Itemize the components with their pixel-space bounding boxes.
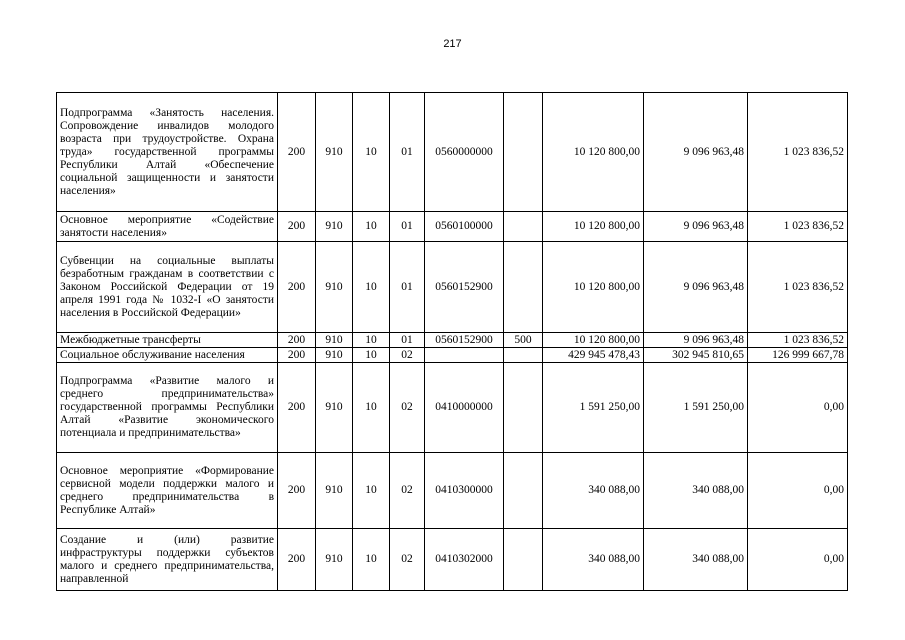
table-row: [57, 363, 848, 453]
cell-expense-type: [504, 453, 543, 529]
cell-value-2: 9 096 963,48: [644, 212, 748, 242]
cell-value-1: 340 088,00: [543, 453, 644, 529]
table-row: [57, 453, 848, 529]
cell-code-4: 01: [390, 333, 425, 348]
cell-code-1: 200: [278, 529, 316, 591]
cell-code-1: 200: [278, 212, 316, 242]
cell-code-2: 910: [316, 212, 353, 242]
table-row: [57, 212, 848, 242]
table-row: [57, 333, 848, 348]
row-name: Подпрограмма «Развитие малого и среднего предпринимательства» государственной программы Республики Алтай «Развитие экономического потенциала и предпринимательства»: [57, 363, 278, 453]
row-name: Социальное обслуживание населения: [57, 348, 278, 363]
cell-value-1: 10 120 800,00: [543, 93, 644, 212]
cell-expense-type: [504, 212, 543, 242]
table-row: [57, 348, 848, 363]
page-number: 217: [443, 38, 462, 50]
cell-code-2: 910: [316, 529, 353, 591]
cell-target-code: 0410000000: [425, 363, 504, 453]
cell-expense-type: [504, 363, 543, 453]
cell-expense-type: [504, 93, 543, 212]
cell-value-2: 340 088,00: [644, 529, 748, 591]
cell-value-3: 1 023 836,52: [748, 212, 848, 242]
row-name: Субвенции на социальные выплаты безработным гражданам в соответствии с Законом Российской Федерации от 19 апреля 1991 года № 1032-I «О занятости населения в Российской Федерации»: [57, 242, 278, 333]
cell-value-2: 1 591 250,00: [644, 363, 748, 453]
cell-target-code: [425, 348, 504, 363]
cell-code-3: 10: [353, 529, 390, 591]
cell-code-1: 200: [278, 242, 316, 333]
row-name: Подпрограмма «Занятость населения. Сопровождение инвалидов молодого возраста при трудоустройстве. Охрана труда» государственной программы Республики Алтай «Обеспечение социальной защищенности и занятости населения»: [57, 93, 278, 212]
budget-table: [56, 92, 848, 591]
cell-value-3: 1 023 836,52: [748, 333, 848, 348]
cell-value-1: 10 120 800,00: [543, 242, 644, 333]
cell-code-2: 910: [316, 93, 353, 212]
cell-code-3: 10: [353, 93, 390, 212]
row-name: Основное мероприятие «Формирование сервисной модели поддержки малого и среднего предпринимательства в Республике Алтай»: [57, 453, 278, 529]
cell-value-2: 340 088,00: [644, 453, 748, 529]
cell-value-3: 0,00: [748, 453, 848, 529]
cell-target-code: 0410302000: [425, 529, 504, 591]
cell-code-2: 910: [316, 242, 353, 333]
cell-value-2: 9 096 963,48: [644, 242, 748, 333]
cell-code-2: 910: [316, 348, 353, 363]
cell-target-code: 0560000000: [425, 93, 504, 212]
cell-code-4: 02: [390, 453, 425, 529]
cell-target-code: 0560152900: [425, 333, 504, 348]
cell-code-2: 910: [316, 333, 353, 348]
cell-value-2: 9 096 963,48: [644, 93, 748, 212]
cell-target-code: 0410300000: [425, 453, 504, 529]
cell-value-3: 1 023 836,52: [748, 242, 848, 333]
cell-code-3: 10: [353, 363, 390, 453]
cell-value-3: 0,00: [748, 529, 848, 591]
cell-code-2: 910: [316, 363, 353, 453]
cell-code-1: 200: [278, 333, 316, 348]
cell-value-2: 302 945 810,65: [644, 348, 748, 363]
cell-code-3: 10: [353, 348, 390, 363]
cell-code-1: 200: [278, 453, 316, 529]
table-row: [57, 93, 848, 212]
cell-value-2: 9 096 963,48: [644, 333, 748, 348]
cell-code-1: 200: [278, 363, 316, 453]
row-name: Создание и (или) развитие инфраструктуры поддержки субъектов малого и среднего предпринимательства, направленной: [57, 529, 278, 591]
cell-value-1: 1 591 250,00: [543, 363, 644, 453]
cell-code-4: 01: [390, 212, 425, 242]
cell-code-3: 10: [353, 333, 390, 348]
cell-value-3: 0,00: [748, 363, 848, 453]
cell-expense-type: [504, 242, 543, 333]
cell-value-1: 10 120 800,00: [543, 212, 644, 242]
cell-code-1: 200: [278, 348, 316, 363]
row-name: Основное мероприятие «Содействие занятости населения»: [57, 212, 278, 242]
cell-code-2: 910: [316, 453, 353, 529]
cell-target-code: 0560152900: [425, 242, 504, 333]
cell-code-3: 10: [353, 212, 390, 242]
cell-code-4: 01: [390, 242, 425, 333]
row-name: Межбюджетные трансферты: [57, 333, 278, 348]
cell-code-1: 200: [278, 93, 316, 212]
cell-value-3: 126 999 667,78: [748, 348, 848, 363]
cell-code-4: 02: [390, 529, 425, 591]
cell-expense-type: [504, 529, 543, 591]
cell-expense-type: 500: [504, 333, 543, 348]
cell-value-1: 340 088,00: [543, 529, 644, 591]
cell-target-code: 0560100000: [425, 212, 504, 242]
cell-code-3: 10: [353, 242, 390, 333]
cell-value-1: 10 120 800,00: [543, 333, 644, 348]
cell-code-4: 02: [390, 363, 425, 453]
cell-expense-type: [504, 348, 543, 363]
table-row: [57, 242, 848, 333]
table-row: [57, 529, 848, 591]
cell-value-3: 1 023 836,52: [748, 93, 848, 212]
cell-code-4: 01: [390, 93, 425, 212]
cell-code-4: 02: [390, 348, 425, 363]
cell-code-3: 10: [353, 453, 390, 529]
cell-value-1: 429 945 478,43: [543, 348, 644, 363]
